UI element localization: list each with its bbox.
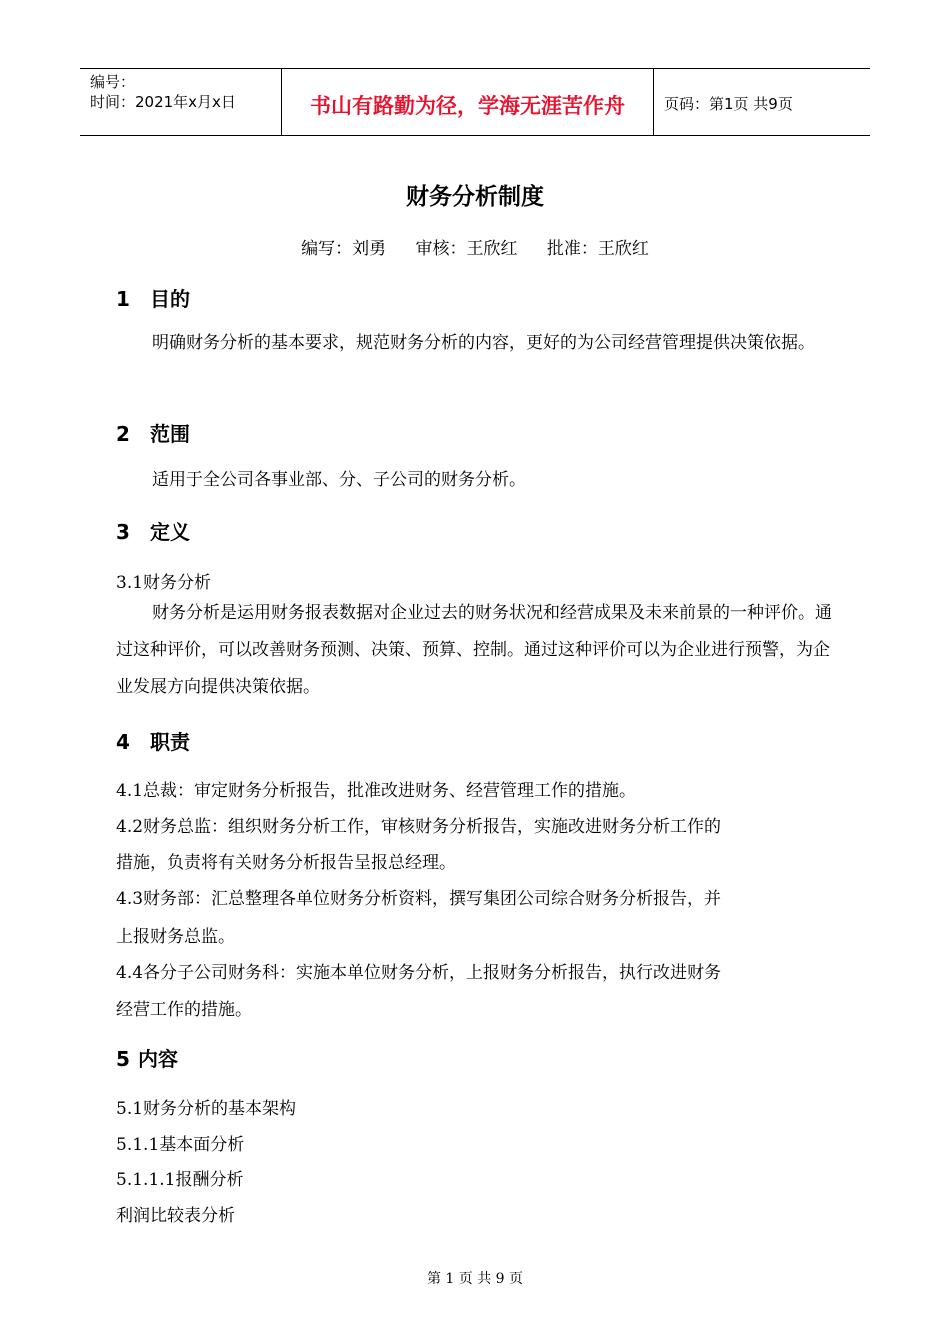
- section-2-text: 适用于全公司各事业部、分、子公司的财务分析。: [152, 470, 526, 490]
- content-line-4: 利润比较表分析: [116, 1206, 235, 1226]
- section-heading-3: [116, 516, 190, 545]
- reviewer: 审核：王欣红: [415, 239, 518, 259]
- header-meta-cell: [80, 69, 282, 135]
- duty-item-1: 4.1总裁：审定财务分析报告，批准改进财务、经营管理工作的措施。: [116, 781, 637, 801]
- section-1-text: 明确财务分析的基本要求，规范财务分析的内容，更好的为公司经营管理提供决策依据。: [152, 333, 815, 353]
- section-number: 2: [116, 422, 130, 446]
- page-footer: 第 1 页 共 9 页: [426, 1271, 524, 1287]
- section-heading-1: [116, 283, 190, 312]
- section-number: 4: [116, 730, 130, 754]
- section-title: 职责: [150, 730, 190, 754]
- number-label: 编号：: [90, 73, 136, 91]
- page-label: 页码：第1页 共9页: [664, 95, 793, 113]
- duty-item-2-line-1: 4.2财务总监：组织财务分析工作，审核财务分析报告，实施改进财务分析工作的: [116, 817, 722, 837]
- duty-item-2-line-2: 措施，负责将有关财务分析报告呈报总经理。: [116, 853, 456, 873]
- section-number: 1: [116, 287, 130, 311]
- duty-item-4-line-2: 经营工作的措施。: [116, 1000, 252, 1020]
- section-number: 3: [116, 520, 130, 544]
- content-line-2: 5.1.1基本面分析: [116, 1135, 245, 1155]
- section-title: 内容: [138, 1047, 178, 1071]
- section-title: 目的: [150, 287, 190, 311]
- author: 编写：刘勇: [301, 239, 387, 259]
- header-table: [80, 68, 870, 136]
- section-title: 定义: [150, 520, 190, 544]
- subsection-3-1: 3.1财务分析: [116, 573, 212, 593]
- section-heading-2: [116, 418, 190, 447]
- document-title: 财务分析制度: [406, 184, 544, 210]
- section-number: 5: [116, 1047, 130, 1071]
- section-heading-4: [116, 726, 190, 755]
- author-line: [0, 234, 950, 259]
- content-line-1: 5.1财务分析的基本架构: [116, 1099, 297, 1119]
- duty-item-3-line-2: 上报财务总监。: [116, 927, 235, 947]
- approver: 批准：王欣红: [546, 239, 649, 259]
- section-title: 范围: [150, 422, 190, 446]
- duty-item-4-line-1: 4.4各分子公司财务科：实施本单位财务分析，上报财务分析报告，执行改进财务: [116, 963, 722, 983]
- time-label: 时间：2021年x月x日: [90, 93, 236, 111]
- motto: 书山有路勤为径，学海无涯苦作舟: [282, 69, 654, 135]
- section-heading-5: [116, 1043, 178, 1072]
- section-3-text: 财务分析是运用财务报表数据对企业过去的财务状况和经营成果及未来前景的一种评价。通过这种评价，可以改善财务预测、决策、预算、控制。通过这种评价可以为企业进行预警，为企业发展方向提供决策依据。: [116, 603, 832, 697]
- duty-item-3-line-1: 4.3财务部：汇总整理各单位财务分析资料，撰写集团公司综合财务分析报告，并: [116, 889, 722, 909]
- content-line-3: 5.1.1.1报酬分析: [116, 1170, 244, 1190]
